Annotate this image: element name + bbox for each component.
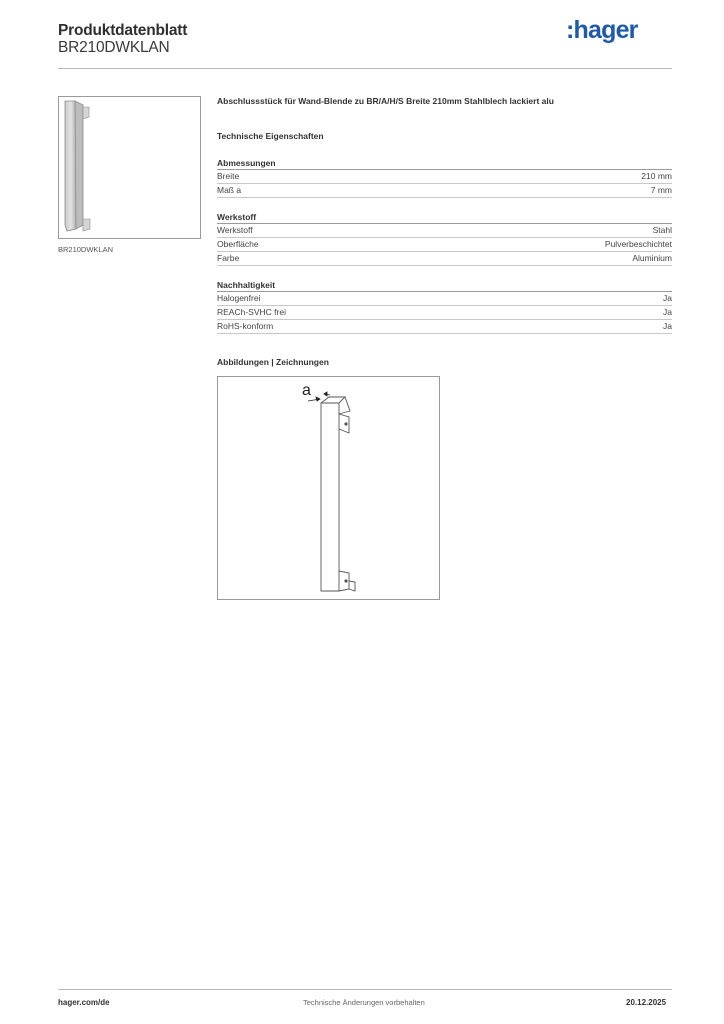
- section-nachhaltigkeit: [217, 279, 672, 334]
- table-row: [217, 238, 672, 252]
- table-row: [217, 306, 672, 320]
- table-row: [217, 224, 672, 238]
- row-label: Halogenfrei: [217, 293, 261, 303]
- table-row: [217, 184, 672, 198]
- section-title: Abmessungen: [217, 157, 672, 170]
- section-title: Werkstoff: [217, 211, 672, 224]
- footer-divider: [58, 989, 672, 990]
- document-title: Produktdatenblatt: [58, 22, 188, 39]
- figures-heading: Abbildungen | Zeichnungen: [217, 357, 329, 367]
- row-label: Maß a: [217, 185, 242, 195]
- section-werkstoff: [217, 211, 672, 266]
- row-label: REACh-SVHC frei: [217, 307, 286, 317]
- hager-logo: :hager: [566, 16, 638, 44]
- row-value: Aluminium: [632, 253, 672, 263]
- row-label: Werkstoff: [217, 225, 253, 235]
- row-value: Ja: [663, 321, 672, 331]
- section-abmessungen: [217, 157, 672, 198]
- dimension-label-a: a: [302, 382, 311, 399]
- row-value: 210 mm: [641, 171, 672, 181]
- footer-website-link[interactable]: hager.com/de: [58, 998, 110, 1007]
- footer-date: 20.12.2025: [626, 998, 667, 1007]
- row-label: Oberfläche: [217, 239, 259, 249]
- product-thumbnail: [58, 96, 201, 239]
- product-photo-image: [59, 97, 200, 238]
- technical-properties-heading: Technische Eigenschaften: [217, 131, 324, 141]
- technical-drawing: [217, 376, 440, 600]
- row-value: Pulverbeschichtet: [604, 239, 672, 249]
- row-value: Ja: [663, 293, 672, 303]
- table-row: [217, 252, 672, 266]
- thumbnail-caption: BR210DWKLAN: [58, 245, 114, 254]
- table-row: [217, 170, 672, 184]
- row-label: Farbe: [217, 253, 240, 263]
- row-label: Breite: [217, 171, 240, 181]
- footer-disclaimer: Technische Änderungen vorbehalten: [303, 998, 425, 1007]
- row-value: Stahl: [652, 225, 672, 235]
- row-value: 7 mm: [650, 185, 672, 195]
- table-row: [217, 292, 672, 306]
- row-label: RoHS-konform: [217, 321, 274, 331]
- table-row: [217, 320, 672, 334]
- section-title: Nachhaltigkeit: [217, 279, 672, 292]
- row-value: Ja: [663, 307, 672, 317]
- end-piece-drawing: [218, 377, 439, 599]
- product-code-subtitle: BR210DWKLAN: [58, 39, 170, 56]
- product-description: Abschlussstück für Wand-Blende zu BR/A/H/S Breite 210mm Stahlblech lackiert alu: [217, 96, 554, 106]
- header-divider: [58, 68, 672, 69]
